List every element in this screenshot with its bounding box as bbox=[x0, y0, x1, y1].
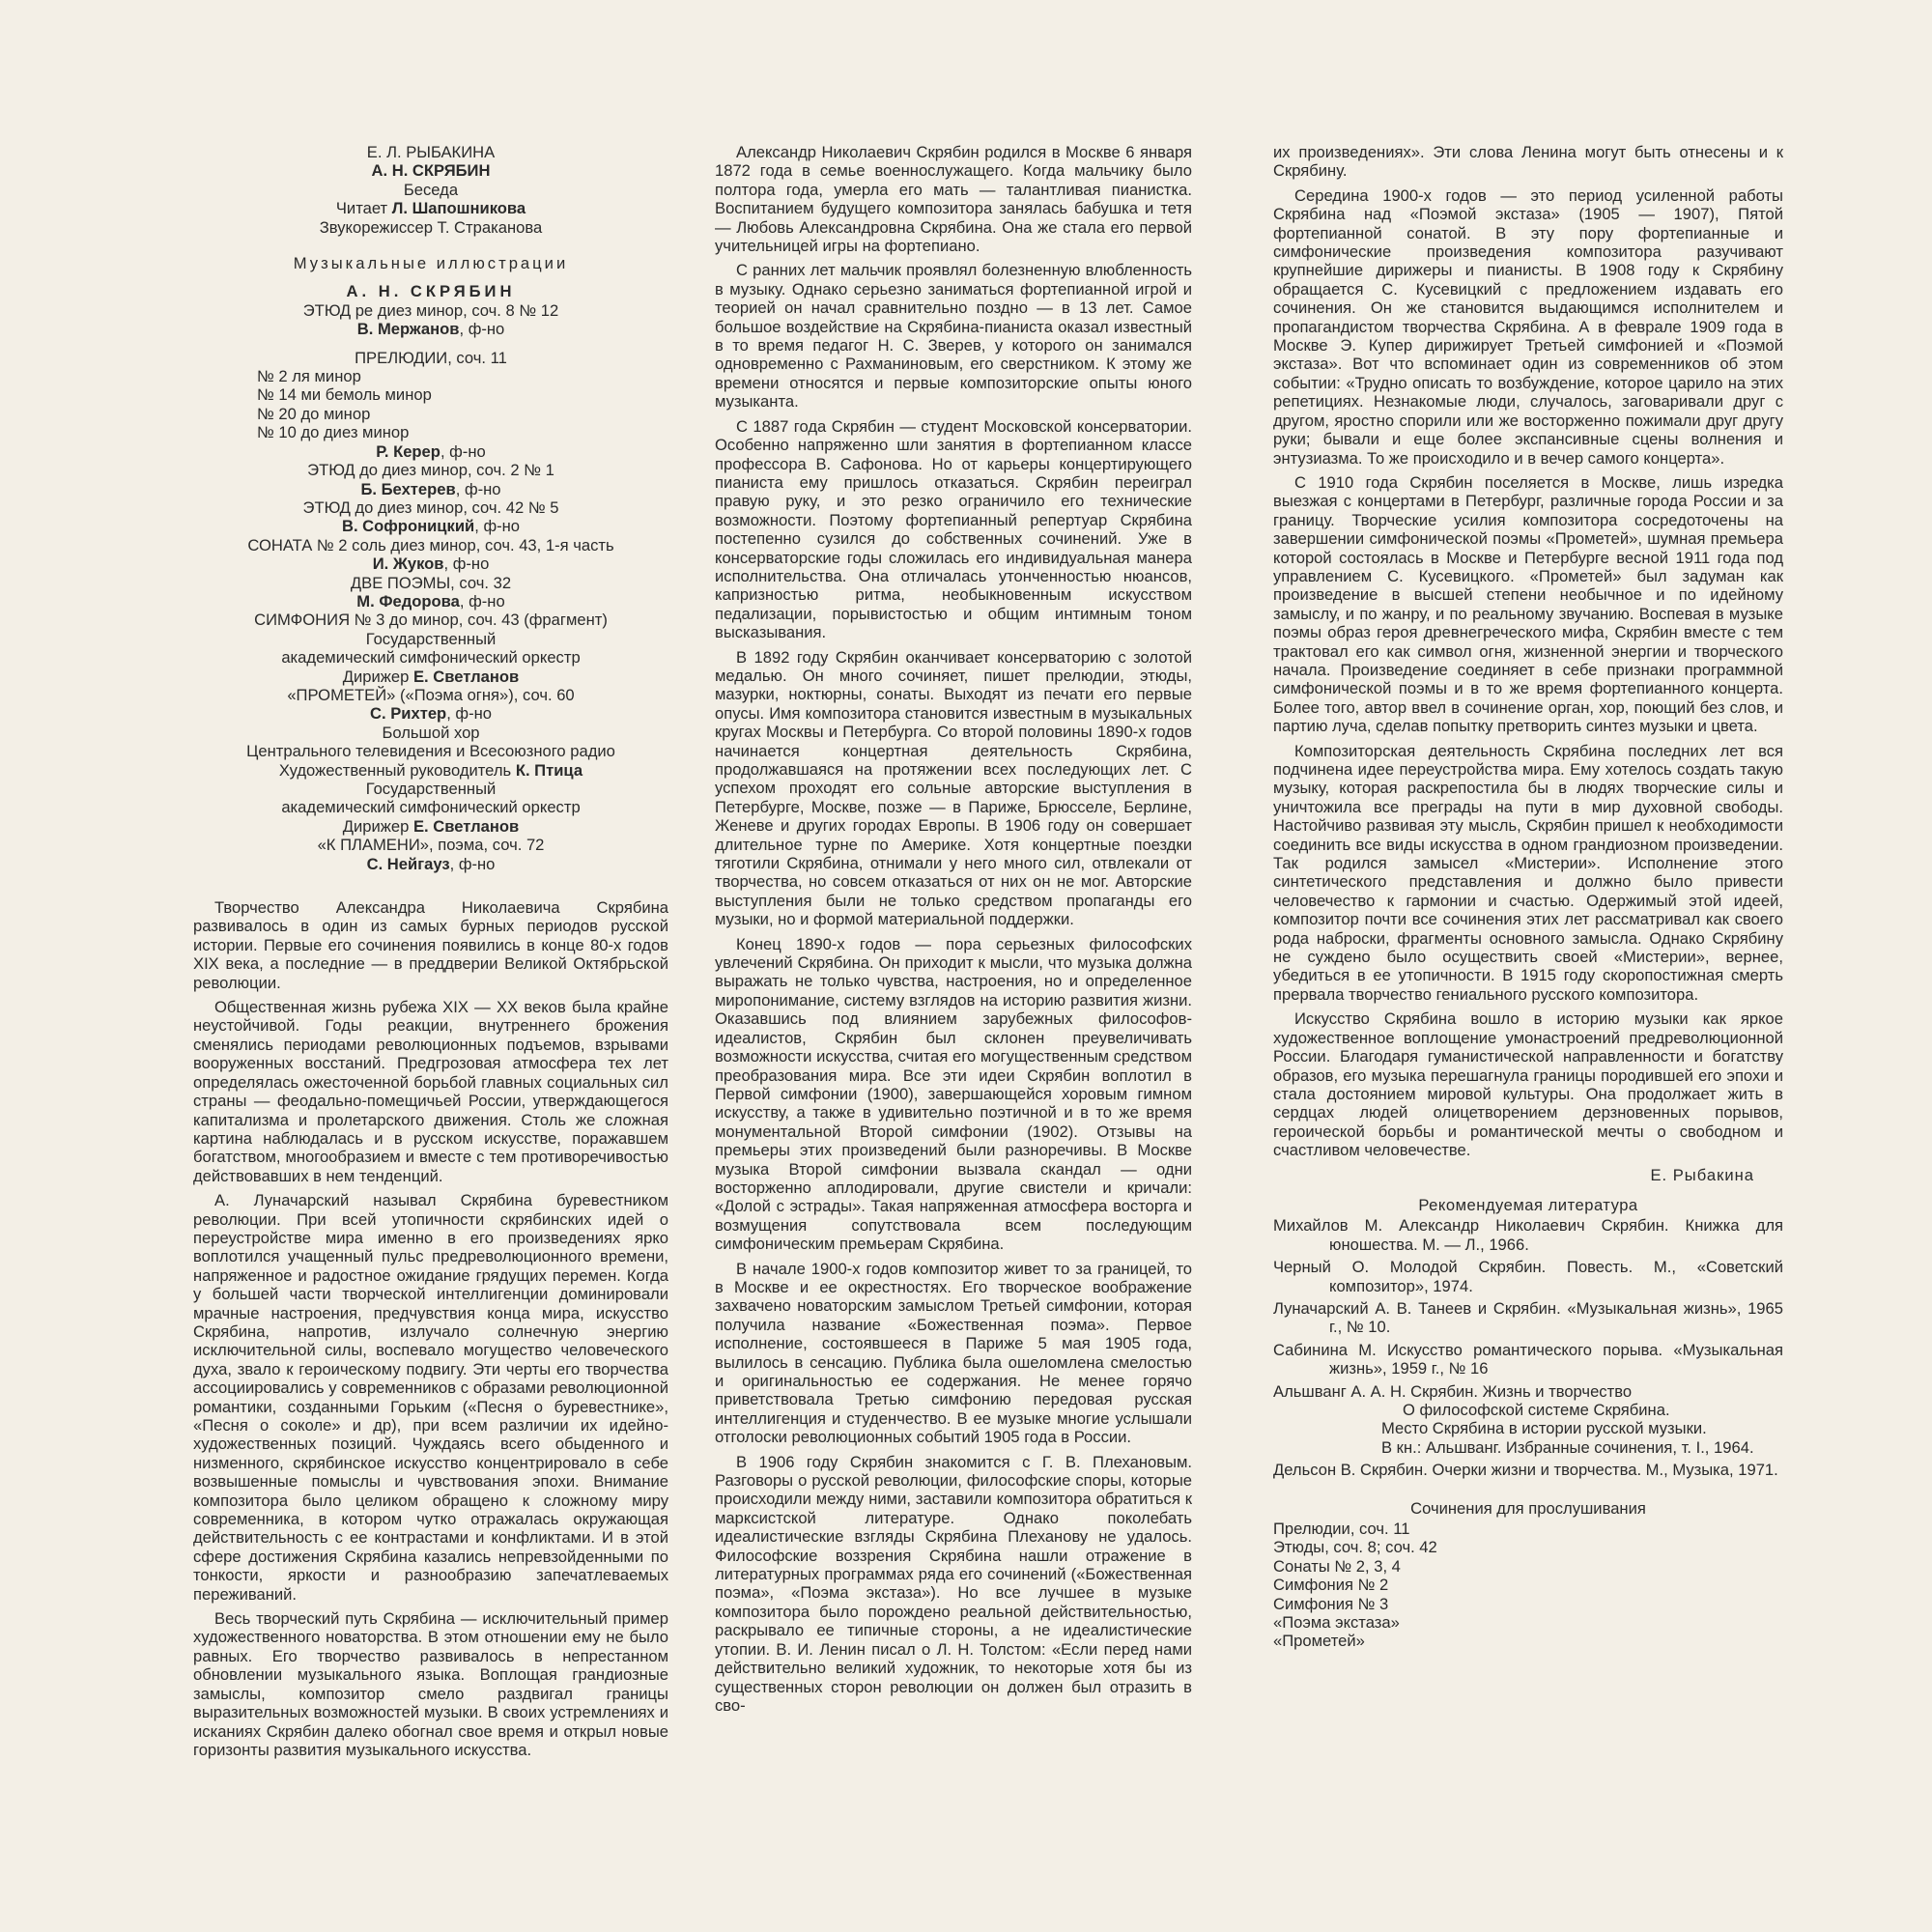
program-symphony: СИМФОНИЯ № 3 до минор, соч. 43 (фрагмент) bbox=[254, 611, 608, 630]
literature-entry: Черный О. Молодой Скрябин. Повесть. М., «Советский композитор», 1974. bbox=[1273, 1258, 1783, 1295]
article-paragraph: Композиторская деятельность Скрябина последних лет вся подчинена идее переустройства мира. Ему хотелось создать такую музыку, которая раскрепостила бы в людях творческие силы и уничтожила все преграды на пути в мир духовной свободы. Настойчиво развивая эту мысль, Скрябин пришел к необходимости соединить все виды искусства в одном грандиозном произведении. Так родился замысел «Мистерии». Исполнение этого синтетического представления и должно было привести человечество к гармонии и счастью. Одержимый этой идеей, композитор почти все сочинения этих лет рассматривал как своего рода наброски, фрагменты основного замысла. Однако Скрябину не суждено было осуществить своей «Мистерии», вернее, убедиться в ее утопичности. В 1915 году скоропостижная смерть прервала творчество гениального русского композитора. bbox=[1273, 741, 1783, 1004]
conductor-prefix: Дирижер bbox=[342, 816, 413, 836]
literature-title: Рекомендуемая литература bbox=[1418, 1195, 1638, 1214]
program-etude-3: ЭТЮД до диез минор, соч. 42 № 5 bbox=[302, 497, 559, 517]
literature-subentry: Место Скрябина в истории русской музыки. bbox=[1381, 1419, 1707, 1438]
conductor-name: Е. Светланов bbox=[412, 667, 520, 686]
choir-director-line bbox=[193, 761, 668, 780]
article-paragraph: В 1906 году Скрябин знакомится с Г. В. Плехановым. Разговоры о русской революции, философские споры, которые происходили между ними, заставили композитора обратиться к марксистской литературе. Однако поколебать идеалистические взгляды Скрябина Плеханову не удалось. Философские воззрения Скрябина нашли отражение в литературных программах ряда его сочинений («Божественная поэма», «Поэма экстаза»). Но все лучшее в музыке композитора было порождено реальной действительностью, раскрывало ее типичные стороны, а не идеалистические утопии. В. И. Ленин писал о Л. Н. Толстом: «Если перед нами действительно великий художник, то некоторые хотя бы из существенных сторон революции он должен был отразить в сво- bbox=[715, 1452, 1192, 1715]
article-paragraph: Творчество Александра Николаевича Скрябина развивалось в один из самых бурных периодов русской истории. Первые его сочинения появились в конце 80-х годов XIX века, а последние — в преддверии Великой Октябрьской революции. bbox=[193, 898, 668, 992]
article-col1 bbox=[193, 898, 668, 1759]
program-etude-2: ЭТЮД до диез минор, соч. 2 № 1 bbox=[307, 461, 554, 480]
orchestra-line: Государственный bbox=[365, 629, 497, 648]
work-item: Симфония № 2 bbox=[1273, 1576, 1389, 1595]
conductor-prefix: Дирижер bbox=[342, 667, 413, 686]
performer-instrument: , ф-но bbox=[446, 704, 492, 724]
genre-line: Беседа bbox=[403, 180, 459, 199]
program-sonata: СОНАТА № 2 соль диез минор, соч. 43, 1-я часть bbox=[247, 535, 614, 554]
performer-line bbox=[193, 517, 668, 535]
reader-name: Л. Шапошникова bbox=[391, 199, 526, 218]
performer-name: С. Нейгауз bbox=[366, 854, 450, 873]
choir-director-name: К. Птица bbox=[515, 760, 583, 780]
performer-name: И. Жуков bbox=[372, 554, 444, 574]
article-paragraph: Александр Николаевич Скрябин родился в Москве 6 января 1872 года в семье военнослужащего. Когда мальчику было полтора года, умерла его мать — талантливая пианистка. Воспитанием будущего композитора занялась бабушка и тетя — Любовь Александровна Скрябина. Она же стала его первой учительницей игры на фортепиано. bbox=[715, 143, 1192, 256]
subject-title: А. Н. СКРЯБИН bbox=[371, 161, 491, 181]
choir-line: Центрального телевидения и Всесоюзного радио bbox=[246, 742, 615, 761]
literature-subentry: О философской системе Скрябина. bbox=[1403, 1401, 1670, 1419]
credits-block bbox=[193, 143, 668, 237]
article-paragraph: В 1892 году Скрябин оканчивает консерваторию с золотой медалью. Он много сочиняет, пишет прелюдии, этюды, мазурки, ноктюрны, сонаты. Выходят из печати его первые опусы. Имя композитора становится известным в музыкальных кругах Москвы и Петербурга. Со второй половины 1890-х годов начинается концертная деятельность Скрябина, продолжавшаяся на протяжении всех последующих лет. С успехом проходят его сольные авторские выступления в Петербурге, Москве, позже — в Париже, Брюсселе, Берлине, Женеве и других городах Европы. В 1906 году он совершает длительное турне по Америке. Хотя концертные поездки тяготили Скрябина, отнимали у него много сил, отвлекали от творчества, но совсем отказаться от них он не мог. Авторские выступления были не только средством пропаганды его музыки, но и формой материальной поддержки. bbox=[715, 647, 1192, 929]
program-etude-1: ЭТЮД ре диез минор, соч. 8 № 12 bbox=[302, 300, 559, 320]
conductor-line bbox=[193, 817, 668, 836]
works-section bbox=[1273, 1499, 1783, 1651]
work-item: Прелюдии, соч. 11 bbox=[1273, 1520, 1410, 1539]
performer-name: М. Федорова bbox=[356, 591, 460, 611]
article-signature: Е. Рыбакина bbox=[1650, 1165, 1754, 1184]
program-preludes-title: ПРЕЛЮДИИ, соч. 11 bbox=[355, 348, 507, 367]
article-paragraph: В начале 1900-х годов композитор живет то за границей, то в Москве и ее окрестностях. Его творческое воображение захвачено новаторским замыслом Третьей симфонии, которая получила название «Божественная поэма». Первое исполнение, состоявшееся в Париже 5 мая 1905 года, вылилось в сенсацию. Публика была ошеломлена смелостью и оригинальностью ее содержания. Не менее горячо приветствовала Третью симфонию передовая русская интеллигенция и студенчество. В ее музыке многие услышали отголоски революционных событий 1905 года в России. bbox=[715, 1259, 1192, 1447]
work-item: Сонаты № 2, 3, 4 bbox=[1273, 1556, 1401, 1576]
engineer-line: Звукорежиссер Т. Страканова bbox=[319, 217, 543, 237]
program-section-title: Музыкальные иллюстрации bbox=[293, 254, 569, 273]
work-item: «Прометей» bbox=[1273, 1632, 1365, 1651]
literature-entry: Дельсон В. Скрябин. Очерки жизни и творчества. М., Музыка, 1971. bbox=[1273, 1461, 1778, 1480]
article-paragraph: А. Луначарский называл Скрябина буревестником революции. При всей утопичности скрябинских идей о переустройстве мира именно в его произведениях ярко воплотился учащенный пульс предреволюционного времени, напряженное и радостное ожидание грядущих перемен. Когда у большей части творческой интеллигенции доминировали мрачные настроения, предчувствия конца мира, искусство Скрябина, напротив, излучало солнечную энергию исключительной силы, воспевало могущество человеческого духа, звало к героическому подвигу. Эти черты его творчества ассоциировались у современников с образами революционной романтики, созданными Горьким («Песня о буревестнике», «Песня о соколе» и др), при всем различии их идейно-художественных позиций. Чуждаясь всего обыденного и низменного, скрябинское искусство концентрировало в себе возвышенные помыслы и чувствования эпохи. Внимание композитора было целиком обращено к сложному миру современника, в котором чутко отражалась окружающая действительность с ее контрастами и конфликтами. И в этой сфере достижения Скрябина казались непревзойденными по тонкости, яркости и разнообразию запечатлеваемых переживаний. bbox=[193, 1191, 668, 1604]
literature-section bbox=[1273, 1196, 1783, 1480]
column-right bbox=[1273, 143, 1783, 1651]
article-paragraph: С 1910 года Скрябин поселяется в Москве, лишь изредка выезжая с концертами в Петербург, различные города России и за границу. Творческие усилия композитора сосредоточены на завершении симфонической поэмы «Прометей», шумная премьера которой состоялась в Москве и Петербурге весной 1911 года под управлением С. Кусевицкого. «Прометей» был задуман как произведение в высшей степени необычное и по идейному замыслу, и по жанру, и по реальному звучанию. Воспевая в музыке поэмы образ героя древнегреческого мифа, Скрябин вместе с тем трактовал его как символ огня, жизненной энергии и творческого начала. Произведение соединяет в себе признаки программной симфонической поэмы и в то же время фортепианного концерта. Более того, автор ввел в сочинение орган, хор, поющий без слов, и партию луча, сделав попытку претворить синтез музыки и цвета. bbox=[1273, 472, 1783, 736]
literature-entry: Луначарский А. В. Танеев и Скрябин. «Музыкальная жизнь», 1965 г., № 10. bbox=[1273, 1298, 1783, 1337]
orchestra-line: академический симфонический оркестр bbox=[281, 798, 581, 817]
performer-name: С. Рихтер bbox=[370, 704, 447, 724]
performer-name: Б. Бехтерев bbox=[360, 479, 456, 498]
performer-instrument: , ф-но bbox=[459, 320, 505, 339]
literature-entry: Сабинина М. Искусство романтического порыва. «Музыкальная жизнь», 1959 г., № 16 bbox=[1273, 1340, 1783, 1378]
performer-line bbox=[193, 855, 668, 873]
conductor-line bbox=[193, 668, 668, 686]
performer-instrument: , ф-но bbox=[449, 854, 496, 873]
performer-line bbox=[193, 554, 668, 573]
author-line: Е. Л. РЫБАКИНА bbox=[366, 143, 496, 161]
reader-prefix: Читает bbox=[335, 199, 392, 218]
article-paragraph: их произведениях». Эти слова Ленина могут быть отнесены и к Скрябину. bbox=[1273, 143, 1783, 181]
conductor-name: Е. Светланов bbox=[412, 816, 520, 836]
performer-name: В. Мержанов bbox=[356, 320, 460, 339]
program-poems: ДВЕ ПОЭМЫ, соч. 32 bbox=[350, 573, 512, 592]
reader-line bbox=[193, 199, 668, 217]
orchestra-line: Государственный bbox=[365, 780, 497, 798]
performer-instrument: , ф-но bbox=[440, 441, 486, 461]
performer-line bbox=[193, 704, 668, 723]
orchestra-line: академический симфонический оркестр bbox=[281, 648, 581, 668]
performer-line bbox=[193, 592, 668, 611]
program-flame: «К ПЛАМЕНИ», поэма, соч. 72 bbox=[317, 836, 545, 855]
performer-line bbox=[193, 480, 668, 498]
performer-line bbox=[193, 320, 668, 338]
performer-line bbox=[193, 442, 668, 461]
performer-instrument: , ф-но bbox=[474, 517, 521, 536]
prelude-item: № 14 ми бемоль минор bbox=[257, 385, 432, 405]
literature-subentry: В кн.: Альшванг. Избранные сочинения, т. I., 1964. bbox=[1381, 1437, 1754, 1457]
work-item: «Поэма экстаза» bbox=[1273, 1613, 1400, 1633]
program-block bbox=[193, 254, 668, 873]
article-paragraph: С 1887 года Скрябин — студент Московской консерватории. Особенно напряженно шли занятия в фортепианном классе профессора В. Сафонова. Но от карьеры концертирующего пианиста ему пришлось отказаться. Скрябин переиграл правую руку, и это резко ограничило его технические возможности. Поэтому фортепианный репертуар Скрябина постепенно сузился до собственных сочинений. Уже в консерваторские годы сложилась его индивидуальная манера исполнительства. Она отличалась утонченностью нюансов, капризностью ритма, необыкновенным искусством педализации, порывистостью и общим интимным тоном высказывания. bbox=[715, 416, 1192, 642]
works-title: Сочинения для прослушивания bbox=[1410, 1498, 1646, 1518]
performer-instrument: , ф-но bbox=[459, 591, 505, 611]
choir-line: Большой хор bbox=[382, 723, 480, 742]
work-item: Симфония № 3 bbox=[1273, 1594, 1389, 1613]
article-paragraph: Середина 1900-х годов — это период усиленной работы Скрябина над «Поэмой экстаза» (1905 — 1907), Пятой фортепианной сонатой. В эту пору фортепианные и симфонические произведения композитора разучивают крупнейшие дирижеры и пианисты. В 1908 году к Скрябину обращается С. Кусевицкий с предложением издавать его сочинения. Он же становится выдающимся исполнителем и пропагандистом творчества Скрябина. А в феврале 1909 года в Москве Э. Купер дирижирует Третьей симфонией и «Поэмой экстаза». Вот что вспоминает один из современников об этом событии: «Трудно описать то возбуждение, которое царило на этих репетициях. Незнакомые люди, случалось, заговаривали друг с другом, яростно спорили или же восторженно пожимали друг другу руки; бывали и еще более экспансивные сцены волнения и энтузиазма. То же происходило и в вечер самого концерта». bbox=[1273, 185, 1783, 468]
article-paragraph: Искусство Скрябина вошло в историю музыки как яркое художественное воплощение умонастроений предреволюционной России. Благодаря гуманистической направленности и богатству образов, его музыка перешагнула границы породившей его эпохи и стала достоянием мировой культуры. Она продолжает жить в сердцах людей олицетворением дерзновенных порывов, героической борьбы и романтической мечты о свободном и счастливом человечестве. bbox=[1273, 1009, 1783, 1160]
literature-entry: Михайлов М. Александр Николаевич Скрябин. Книжка для юношества. М. — Л., 1966. bbox=[1273, 1216, 1783, 1254]
column-middle bbox=[715, 143, 1192, 1720]
choir-director-prefix: Художественный руководитель bbox=[278, 760, 516, 780]
prelude-item: № 20 до минор bbox=[257, 404, 371, 423]
performer-instrument: , ф-но bbox=[443, 554, 490, 574]
performer-instrument: , ф-но bbox=[455, 479, 501, 498]
article-paragraph: Конец 1890-х годов — пора серьезных философских увлечений Скрябина. Он приходит к мысли, что музыка должна выражать не только чувства, настроения, но и определенное миропонимание, систему взглядов на историю развития жизни. Оказавшись под влиянием зарубежных философов-идеалистов, Скрябин был склонен преувеличивать возможности искусства, считая его могущественным средством преобразования мира. Все эти идеи Скрябин воплотил в Первой симфонии (1900), завершающейся хоровым гимном искусству, а также в удивительно поэтичной и в то же время монументальной Второй симфонии (1902). Отзывы на премьеры этих произведений были разноречивы. В Москве музыка Второй симфонии вызвала скандал — одни восторженно аплодировали, другие свистели и кричали: «Долой с эстрады». Такая напряженная атмосфера восторга и возмущения сопутствовала всем последующим симфоническим премьерам Скрябина. bbox=[715, 934, 1192, 1254]
article-paragraph: Общественная жизнь рубежа XIX — XX веков была крайне неустойчивой. Годы реакции, внутреннего брожения сменялись периодами революционных подъемов, взрывами вооруженных восстаний. Предгрозовая атмосфера тех лет определялась ожесточенной борьбой главных социальных сил страны — феодально-помещичьей России, утверждающегося капитализма и пролетарского движения. Столь же сложная картина наблюдалась и в русском искусстве, поражавшем богатством, многообразием и вместе с тем противоречивостью действовавших в нем тенденций. bbox=[193, 998, 668, 1185]
performer-name: В. Софроницкий bbox=[341, 517, 475, 536]
program-prometheus: «ПРОМЕТЕЙ» («Поэма огня»), соч. 60 bbox=[287, 685, 575, 704]
column-left bbox=[193, 143, 668, 1765]
literature-entry: Альшванг А. А. Н. Скрябин. Жизнь и творчество bbox=[1273, 1381, 1633, 1401]
prelude-item: № 2 ля минор bbox=[257, 367, 361, 386]
work-item: Этюды, соч. 8; соч. 42 bbox=[1273, 1538, 1437, 1557]
prelude-item: № 10 до диез минор bbox=[257, 423, 410, 442]
performer-name: Р. Керер bbox=[376, 441, 440, 461]
article-paragraph: Весь творческий путь Скрябина — исключительный пример художественного новаторства. В этом отношении ему не было равных. Его творчество развивалось в непрестанном обновлении музыкального языка. Воплощая грандиозные замыслы, композитор смело раздвигал границы выразительных возможностей музыки. В своих устремлениях и исканиях Скрябин далеко обогнал свое время и открыл новые горизонты развития музыкального искусства. bbox=[193, 1609, 668, 1759]
article-paragraph: С ранних лет мальчик проявлял болезненную влюбленность в музыку. Однако серьезно заниматься фортепианной игрой и теорией он начал сравнительно поздно — в 13 лет. Самое большое воздействие на Скрябина-пианиста оказал известный в то время педагог Н. С. Зверев, у которого он занимался одновременно с Рахманиновым, его сверстником. К этому же времени относятся и первые композиторские опыты юного музыканта. bbox=[715, 261, 1192, 412]
program-composer: А. Н. СКРЯБИН bbox=[346, 282, 516, 301]
